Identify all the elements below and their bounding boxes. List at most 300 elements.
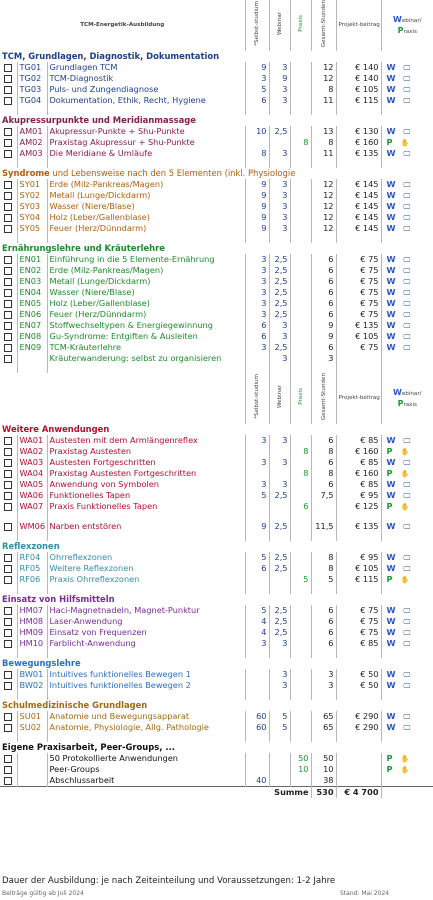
monitor-icon: 🖵 — [403, 607, 411, 616]
checkbox[interactable] — [4, 97, 12, 105]
course-row — [0, 457, 433, 468]
price: € 75 — [336, 254, 381, 265]
praxis-header: Praxis — [297, 15, 304, 32]
checkbox[interactable] — [4, 565, 12, 573]
selbststudium-hours — [245, 574, 269, 585]
mode-letter: W — [386, 201, 396, 212]
praxis-hours: 50 — [290, 753, 311, 764]
course-code: WA07 — [17, 501, 47, 512]
praxis-hours — [290, 95, 311, 106]
praxis-hours — [290, 627, 311, 638]
total-hours: 12 — [311, 201, 336, 212]
mode-letter: W — [386, 605, 396, 616]
mode-letter: W — [386, 148, 396, 159]
course-code: WA03 — [17, 457, 47, 468]
checkbox[interactable] — [4, 766, 12, 774]
mode-letter: W — [386, 84, 396, 95]
course-row — [0, 764, 433, 775]
course-code: BW01 — [17, 669, 47, 680]
price: € 135 — [336, 148, 381, 159]
selbststudium-hours: 3 — [245, 73, 269, 84]
course-code: BW02 — [17, 680, 47, 691]
webinar-hours: 3 — [269, 435, 290, 446]
total-hours: 6 — [311, 309, 336, 320]
checkbox[interactable] — [4, 724, 12, 732]
course-row — [0, 552, 433, 563]
course-row — [0, 446, 433, 457]
total-hours: 6 — [311, 265, 336, 276]
checkbox[interactable] — [4, 344, 12, 352]
praxis-hours — [290, 126, 311, 137]
total-hours: 8 — [311, 468, 336, 479]
checkbox[interactable] — [4, 492, 12, 500]
course-row — [0, 254, 433, 265]
spacer-row — [0, 512, 433, 521]
checkbox[interactable] — [4, 289, 12, 297]
price: € 85 — [336, 435, 381, 446]
checkbox[interactable] — [4, 523, 12, 531]
course-name: Intuitives funktionelles Bewegen 1 — [47, 669, 245, 680]
selbststudium-hours — [245, 468, 269, 479]
selbststudium-hours — [245, 446, 269, 457]
selbststudium-hours: 60 — [245, 711, 269, 722]
mode-letter: W — [386, 320, 396, 331]
course-code: WA01 — [17, 435, 47, 446]
total-hours: 6 — [311, 287, 336, 298]
price: € 85 — [336, 479, 381, 490]
course-name: Holz (Leber/Gallenblase) — [47, 298, 245, 309]
price: € 75 — [336, 276, 381, 287]
total-hours: 8 — [311, 563, 336, 574]
course-name: Praxistag Akupressur + Shu-Punkte — [47, 137, 245, 148]
total-hours: 12 — [311, 212, 336, 223]
checkbox[interactable] — [4, 576, 12, 584]
course-row — [0, 212, 433, 223]
checkbox[interactable] — [4, 459, 12, 467]
course-name: Wasser (Niere/Blase) — [47, 287, 245, 298]
course-name: Feuer (Herz/Dünndarm) — [47, 309, 245, 320]
course-row — [0, 84, 433, 95]
course-name: Metall (Lunge/Dickdarm) — [47, 190, 245, 201]
checkbox[interactable] — [4, 671, 12, 679]
course-name: Anatomie und Bewegungsapparat — [47, 711, 245, 722]
checkbox[interactable] — [4, 470, 12, 478]
course-name: Laser-Anwendung — [47, 616, 245, 627]
checkbox[interactable] — [4, 618, 12, 626]
checkbox[interactable] — [4, 192, 12, 200]
course-code: EN05 — [17, 298, 47, 309]
praxis-hours — [290, 320, 311, 331]
total-hours: 8 — [311, 137, 336, 148]
hand-icon: ✋ — [400, 448, 410, 457]
total-hours: 8 — [311, 84, 336, 95]
selbststudium-hours: 40 — [245, 775, 269, 787]
course-row — [0, 605, 433, 616]
course-row — [0, 616, 433, 627]
total-hours: 5 — [311, 574, 336, 585]
price: € 75 — [336, 342, 381, 353]
webinar-hours: 3 — [269, 331, 290, 342]
course-name: Kräuterwanderung: selbst zu organisieren — [47, 353, 245, 364]
price: € 75 — [336, 605, 381, 616]
spacer-row — [0, 649, 433, 658]
selbststudium-hours: 9 — [245, 223, 269, 234]
course-code: RF05 — [17, 563, 47, 574]
course-name: Intuitives funktionelles Bewegen 2 — [47, 680, 245, 691]
total-hours: 3 — [311, 680, 336, 691]
praxis-hours — [290, 84, 311, 95]
section-title: Syndrome — [2, 168, 50, 179]
course-code: EN02 — [17, 265, 47, 276]
total-hours: 6 — [311, 605, 336, 616]
total-hours: 6 — [311, 638, 336, 649]
course-row — [0, 190, 433, 201]
course-code: AM01 — [17, 126, 47, 137]
praxis-rest: raxis — [403, 28, 417, 35]
course-name: Erde (Milz-Pankreas/Magen) — [47, 179, 245, 190]
course-row — [0, 669, 433, 680]
mode-letter: W — [386, 276, 396, 287]
mode-letter: P — [386, 468, 393, 479]
checkbox[interactable] — [4, 181, 12, 189]
checkbox[interactable] — [4, 448, 12, 456]
monitor-icon: 🖵 — [403, 333, 411, 342]
total-hours: 6 — [311, 627, 336, 638]
mode-letter: W — [386, 627, 396, 638]
price: € 75 — [336, 616, 381, 627]
mode-letter: W — [386, 331, 396, 342]
checkbox[interactable] — [4, 128, 12, 136]
course-code: EN07 — [17, 320, 47, 331]
selbststudium-hours: 9 — [245, 179, 269, 190]
selbststudium-hours: 3 — [245, 254, 269, 265]
checkbox[interactable] — [4, 278, 12, 286]
mode-letter: W — [386, 552, 396, 563]
selbststudium-hours: 6 — [245, 331, 269, 342]
projektbeitrag-header: Projekt-beitrag — [338, 395, 380, 402]
webinar-hours: 2,5 — [269, 287, 290, 298]
webinar-hours: 2,5 — [269, 605, 290, 616]
course-row — [0, 148, 433, 159]
praxis-hours — [290, 552, 311, 563]
monitor-icon: 🖵 — [403, 311, 411, 320]
total-hours: 12 — [311, 179, 336, 190]
price: € 50 — [336, 669, 381, 680]
checkbox[interactable] — [4, 437, 12, 445]
price: € 105 — [336, 331, 381, 342]
course-row — [0, 722, 433, 733]
price — [336, 764, 381, 775]
mode-letter: W — [386, 179, 396, 190]
course-code: EN09 — [17, 342, 47, 353]
course-code: WM06 — [17, 521, 47, 532]
course-code: SY05 — [17, 223, 47, 234]
course-code: TG02 — [17, 73, 47, 84]
checkbox[interactable] — [4, 139, 12, 147]
webinar-hours: 3 — [269, 84, 290, 95]
total-hours: 6 — [311, 342, 336, 353]
mode-letter: W — [386, 616, 396, 627]
webinar-hours — [269, 764, 290, 775]
checkbox[interactable] — [4, 75, 12, 83]
checkbox[interactable] — [4, 86, 12, 94]
monitor-icon: 🖵 — [403, 640, 411, 649]
praxis-hours: 8 — [290, 446, 311, 457]
praxis-hours — [290, 179, 311, 190]
course-name: Ohrreflexzonen — [47, 552, 245, 563]
webinar-hours — [269, 775, 290, 787]
course-code: WA02 — [17, 446, 47, 457]
course-code: SY01 — [17, 179, 47, 190]
course-name: Abschlussarbeit — [47, 775, 245, 787]
webinar-hours: 3 — [269, 179, 290, 190]
mode-letter: W — [386, 680, 396, 691]
selbststudium-hours: 3 — [245, 342, 269, 353]
section-title: Eigene Praxisarbeit, Peer-Groups, ... — [2, 742, 175, 753]
price: € 135 — [336, 320, 381, 331]
mode-letter: W — [386, 95, 396, 106]
praxis-hours — [290, 73, 311, 84]
praxis-hours — [290, 563, 311, 574]
price: € 130 — [336, 126, 381, 137]
course-code: HM09 — [17, 627, 47, 638]
webinar-hours: 3 — [269, 479, 290, 490]
checkbox[interactable] — [4, 150, 12, 158]
course-name: Einführung in die 5 Elemente-Ernährung — [47, 254, 245, 265]
course-code: TG01 — [17, 62, 47, 73]
course-code: EN06 — [17, 309, 47, 320]
spacer-row — [0, 159, 433, 168]
price: € 160 — [336, 446, 381, 457]
mode-letter: W — [386, 638, 396, 649]
course-code — [17, 775, 47, 787]
course-name: Feuer (Herz/Dünndarm) — [47, 223, 245, 234]
checkbox[interactable] — [4, 225, 12, 233]
total-hours: 9 — [311, 320, 336, 331]
mode-letter: W — [386, 457, 396, 468]
page-title: TCM-Energetik-Ausbildung — [80, 22, 165, 29]
selbststudium-hours — [245, 353, 269, 364]
mode-letter: P — [386, 574, 393, 585]
mode-letter: W — [386, 126, 396, 137]
course-row — [0, 680, 433, 691]
total-hours: 6 — [311, 298, 336, 309]
checkbox[interactable] — [4, 333, 12, 341]
selbststudium-hours: 3 — [245, 638, 269, 649]
course-name: Peer-Groups — [47, 764, 245, 775]
mode-letter: W — [386, 563, 396, 574]
mode-letter: P — [386, 753, 393, 764]
checkbox[interactable] — [4, 481, 12, 489]
checkbox[interactable] — [4, 777, 12, 785]
spacer-row — [0, 585, 433, 594]
checkbox[interactable] — [4, 682, 12, 690]
section-title: Weitere Anwendungen — [2, 424, 110, 435]
column-header-row — [0, 373, 433, 424]
price: € 160 — [336, 468, 381, 479]
webinar-hours: 2,5 — [269, 552, 290, 563]
praxis-hours — [290, 616, 311, 627]
checkbox[interactable] — [4, 300, 12, 308]
price: € 75 — [336, 298, 381, 309]
checkbox[interactable] — [4, 214, 12, 222]
course-name: Erde (Milz-Pankreas/Magen) — [47, 265, 245, 276]
praxis-hours — [290, 680, 311, 691]
course-code: HM08 — [17, 616, 47, 627]
webinar-hours — [269, 753, 290, 764]
webinar-hours: 5 — [269, 711, 290, 722]
course-row — [0, 342, 433, 353]
webinar-header: Webinar — [276, 12, 283, 36]
monitor-icon: 🖵 — [403, 682, 411, 691]
checkbox[interactable] — [4, 503, 12, 511]
selbststudium-hours: 9 — [245, 521, 269, 532]
course-row — [0, 521, 433, 532]
webinar-hours — [269, 446, 290, 457]
monitor-icon: 🖵 — [403, 86, 411, 95]
price — [336, 353, 381, 364]
section-title: Einsatz von Hilfsmitteln — [2, 594, 115, 605]
mode-letter: W — [386, 490, 396, 501]
checkbox[interactable] — [4, 554, 12, 562]
checkbox[interactable] — [4, 640, 12, 648]
total-hours: 6 — [311, 435, 336, 446]
checkbox[interactable] — [4, 267, 12, 275]
hand-icon: ✋ — [400, 503, 410, 512]
course-code: EN08 — [17, 331, 47, 342]
course-row — [0, 331, 433, 342]
webinar-hours: 3 — [269, 638, 290, 649]
mode-letter: W — [386, 711, 396, 722]
course-row — [0, 276, 433, 287]
course-code: HM07 — [17, 605, 47, 616]
webinar-hours: 2,5 — [269, 276, 290, 287]
webinar-hours: 5 — [269, 722, 290, 733]
course-name: TCM-Kräuterlehre — [47, 342, 245, 353]
praxis-hours — [290, 201, 311, 212]
praxis-hours — [290, 223, 311, 234]
course-code: EN03 — [17, 276, 47, 287]
monitor-icon: 🖵 — [403, 459, 411, 468]
mode-letter: W — [386, 62, 396, 73]
course-row — [0, 711, 433, 722]
course-name: Grundlagen TCM — [47, 62, 245, 73]
praxis-hours — [290, 331, 311, 342]
mode-letter: W — [386, 223, 396, 234]
checkbox[interactable] — [4, 256, 12, 264]
course-code: HM10 — [17, 638, 47, 649]
course-code — [17, 753, 47, 764]
section-header-anwendungen — [0, 424, 433, 435]
course-row — [0, 201, 433, 212]
mode-letter: P — [386, 501, 393, 512]
selbststudium-hours — [245, 764, 269, 775]
checkbox[interactable] — [4, 64, 12, 72]
selbststudium-hours: 5 — [245, 490, 269, 501]
price: € 135 — [336, 521, 381, 532]
praxis-hours — [290, 638, 311, 649]
webinar-hours: 3 — [269, 223, 290, 234]
course-name: Stoffwechseltypen & Energiegewinnung — [47, 320, 245, 331]
course-code: SU02 — [17, 722, 47, 733]
selbststudium-hours: 3 — [245, 435, 269, 446]
projektbeitrag-header: Projekt-beitrag — [338, 22, 380, 29]
praxis-hours — [290, 605, 311, 616]
course-row — [0, 320, 433, 331]
total-hours: 6 — [311, 254, 336, 265]
selbststudium-hours: 9 — [245, 190, 269, 201]
monitor-icon: 🖵 — [403, 75, 411, 84]
webinar-hours: 2,5 — [269, 563, 290, 574]
course-name: Praxistag Austesten Fortgeschritten — [47, 468, 245, 479]
hand-icon: ✋ — [400, 139, 410, 148]
monitor-icon: 🖵 — [403, 267, 411, 276]
mode-letter: W — [386, 212, 396, 223]
webinar-hours — [269, 468, 290, 479]
praxis-hours — [290, 276, 311, 287]
price: € 145 — [336, 212, 381, 223]
course-code: SY03 — [17, 201, 47, 212]
monitor-icon: 🖵 — [403, 278, 411, 287]
praxis-hours — [290, 190, 311, 201]
total-hours: 13 — [311, 126, 336, 137]
monitor-icon: 🖵 — [403, 565, 411, 574]
selbststudium-hours: 3 — [245, 457, 269, 468]
monitor-icon: 🖵 — [403, 618, 411, 627]
checkbox[interactable] — [4, 322, 12, 330]
checkbox[interactable] — [4, 355, 12, 363]
selbststudium-hours: 5 — [245, 605, 269, 616]
checkbox[interactable] — [4, 713, 12, 721]
total-hours: 6 — [311, 457, 336, 468]
header-spacer — [0, 373, 245, 424]
checkbox[interactable] — [4, 607, 12, 615]
webinar-hours: 3 — [269, 201, 290, 212]
course-name: Akupressur-Punkte + Shu-Punkte — [47, 126, 245, 137]
checkbox[interactable] — [4, 311, 12, 319]
course-row — [0, 638, 433, 649]
section-title-rest: und Lebensweise nach den 5 Elementen (inkl. Physiologie — [49, 168, 296, 179]
section-header-hilfsmittel — [0, 594, 433, 605]
checkbox[interactable] — [4, 203, 12, 211]
webinar-hours: 3 — [269, 212, 290, 223]
selbststudium-hours: 3 — [245, 298, 269, 309]
praxis-hours — [290, 353, 311, 364]
checkbox[interactable] — [4, 755, 12, 763]
course-row — [0, 287, 433, 298]
praxis-hours: 5 — [290, 574, 311, 585]
praxis-hours: 10 — [290, 764, 311, 775]
course-row — [0, 490, 433, 501]
monitor-icon: 🖵 — [403, 300, 411, 309]
monitor-icon: 🖵 — [403, 724, 411, 733]
selbststudium-hours: 8 — [245, 148, 269, 159]
checkbox[interactable] — [4, 629, 12, 637]
section-header-akupressur — [0, 115, 433, 126]
section-header-bewegung — [0, 658, 433, 669]
selbststudium-hours: 6 — [245, 95, 269, 106]
praxis-hours — [290, 148, 311, 159]
gesamtstunden-header: Gesamt-Stunden — [320, 373, 327, 421]
selbststudium-hours: 3 — [245, 287, 269, 298]
course-row — [0, 435, 433, 446]
course-name: Funktionelles Tapen — [47, 490, 245, 501]
selbststudium-hours: 9 — [245, 201, 269, 212]
total-hours: 50 — [311, 753, 336, 764]
course-code — [17, 764, 47, 775]
total-hours: 8 — [311, 552, 336, 563]
course-name: 50 Protokollierte Anwendungen — [47, 753, 245, 764]
